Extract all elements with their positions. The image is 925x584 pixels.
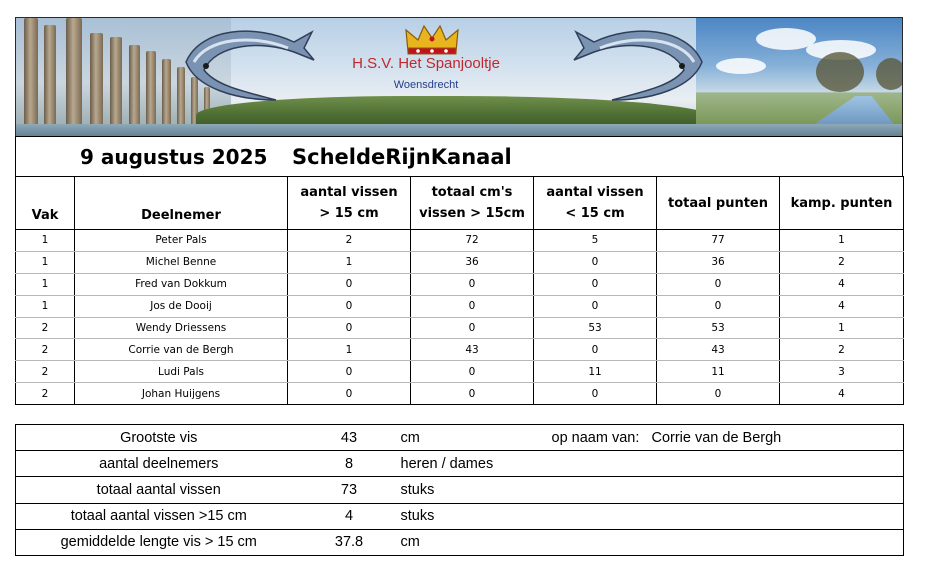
winner-label: op naam van: (551, 429, 640, 446)
match-date: 9 augustus 2025 (80, 145, 268, 169)
cell-totaal-punten: 11 (657, 361, 780, 383)
summary-label: totaal aantal vissen (16, 477, 302, 503)
cell-totaal-punten: 53 (657, 317, 780, 339)
cell-deelnemer: Ludi Pals (75, 361, 288, 383)
cell-vak: 2 (16, 361, 75, 383)
cell-deelnemer: Johan Huijgens (75, 383, 288, 405)
summary-empty (552, 477, 904, 503)
cell-aantal-gt15: 2 (288, 230, 411, 252)
table-row (16, 317, 904, 339)
summary-empty (552, 451, 904, 477)
summary-label: totaal aantal vissen >15 cm (16, 503, 302, 529)
col-header-aantal-lt15: aantal vissen < 15 cm (534, 177, 657, 230)
summary-unit: stuks (397, 503, 552, 529)
cell-aantal-gt15: 1 (288, 339, 411, 361)
summary-label: Grootste vis (16, 425, 302, 451)
cell-aantal-lt15: 0 (534, 383, 657, 405)
summary-table (15, 424, 904, 556)
summary-unit: stuks (397, 477, 552, 503)
cell-deelnemer: Fred van Dokkum (75, 273, 288, 295)
cell-totaal-cm: 0 (411, 361, 534, 383)
summary-unit: cm (397, 425, 552, 451)
cell-kamp-punten: 4 (780, 273, 904, 295)
cell-deelnemer: Jos de Dooij (75, 295, 288, 317)
summary-row-gem-lengte (16, 529, 904, 555)
summary-row-vissen-gt15 (16, 503, 904, 529)
cell-aantal-lt15: 0 (534, 339, 657, 361)
crown-icon (404, 22, 460, 56)
match-venue: ScheldeRijnKanaal (292, 145, 512, 169)
cell-kamp-punten: 2 (780, 339, 904, 361)
cell-totaal-cm: 36 (411, 251, 534, 273)
cell-aantal-lt15: 0 (534, 273, 657, 295)
cell-deelnemer: Wendy Driessens (75, 317, 288, 339)
cell-aantal-lt15: 53 (534, 317, 657, 339)
cell-kamp-punten: 2 (780, 251, 904, 273)
table-row (16, 339, 904, 361)
cell-aantal-gt15: 0 (288, 383, 411, 405)
cell-aantal-lt15: 11 (534, 361, 657, 383)
summary-value: 43 (302, 425, 397, 451)
summary-label: gemiddelde lengte vis > 15 cm (60, 534, 257, 551)
summary-value: 73 (302, 477, 397, 503)
summary-unit: cm (400, 534, 420, 551)
cell-aantal-gt15: 1 (288, 251, 411, 273)
col-header-aantal-gt15: aantal vissen > 15 cm (288, 177, 411, 230)
right-garfish-icon (572, 22, 712, 102)
header-banner (15, 17, 903, 136)
cell-totaal-punten: 77 (657, 230, 780, 252)
cell-aantal-gt15: 0 (288, 317, 411, 339)
col-header-totaal-cm: totaal cm's vissen > 15cm (411, 177, 534, 230)
results-table (15, 176, 904, 405)
table-row (16, 273, 904, 295)
summary-row-grootste-vis (16, 425, 904, 451)
cell-kamp-punten: 4 (780, 383, 904, 405)
cell-totaal-cm: 43 (411, 339, 534, 361)
results-header-row (16, 177, 904, 230)
cell-kamp-punten: 4 (780, 295, 904, 317)
cell-kamp-punten: 3 (780, 361, 904, 383)
cell-vak: 1 (16, 273, 75, 295)
cell-totaal-punten: 0 (657, 273, 780, 295)
cell-kamp-punten: 1 (780, 230, 904, 252)
table-row (16, 230, 904, 252)
table-row (16, 383, 904, 405)
summary-value: 4 (302, 503, 397, 529)
summary-row-deelnemers (16, 451, 904, 477)
cell-vak: 2 (16, 317, 75, 339)
summary-value: 8 (302, 451, 397, 477)
summary-empty (552, 529, 904, 555)
cell-deelnemer: Peter Pals (75, 230, 288, 252)
cell-totaal-cm: 0 (411, 295, 534, 317)
table-row (16, 295, 904, 317)
club-place: Woensdrecht (393, 79, 459, 91)
col-header-totaal-punten: totaal punten (657, 177, 780, 230)
cell-totaal-cm: 0 (411, 383, 534, 405)
col-header-vak: Vak (16, 177, 75, 230)
cell-vak: 1 (16, 230, 75, 252)
table-row (16, 361, 904, 383)
water-strip (16, 124, 903, 136)
summary-row-totaal-vissen (16, 477, 904, 503)
summary-unit: heren / dames (397, 451, 552, 477)
cell-totaal-cm: 0 (411, 317, 534, 339)
cell-totaal-cm: 0 (411, 273, 534, 295)
cell-aantal-lt15: 0 (534, 295, 657, 317)
cell-totaal-punten: 0 (657, 383, 780, 405)
club-name: H.S.V. Het Spanjooltje (352, 55, 500, 72)
summary-label: aantal deelnemers (16, 451, 302, 477)
col-header-kamp-punten: kamp. punten (780, 177, 904, 230)
cell-aantal-gt15: 0 (288, 273, 411, 295)
winner-name: Corrie van de Bergh (651, 429, 782, 446)
cell-deelnemer: Corrie van de Bergh (75, 339, 288, 361)
cell-totaal-cm: 72 (411, 230, 534, 252)
table-row (16, 251, 904, 273)
summary-empty (552, 503, 904, 529)
cell-totaal-punten: 43 (657, 339, 780, 361)
cell-vak: 1 (16, 295, 75, 317)
match-title-row (15, 136, 903, 177)
cell-vak: 1 (16, 251, 75, 273)
cell-totaal-punten: 0 (657, 295, 780, 317)
cell-aantal-lt15: 0 (534, 251, 657, 273)
cell-totaal-punten: 36 (657, 251, 780, 273)
cell-vak: 2 (16, 339, 75, 361)
cell-deelnemer: Michel Benne (75, 251, 288, 273)
cell-kamp-punten: 1 (780, 317, 904, 339)
cell-aantal-lt15: 5 (534, 230, 657, 252)
cell-aantal-gt15: 0 (288, 361, 411, 383)
cell-aantal-gt15: 0 (288, 295, 411, 317)
summary-value: 37.8 (334, 534, 364, 551)
cell-vak: 2 (16, 383, 75, 405)
left-garfish-icon (176, 22, 316, 102)
col-header-deelnemer: Deelnemer (75, 177, 288, 230)
summary-note (552, 425, 904, 451)
